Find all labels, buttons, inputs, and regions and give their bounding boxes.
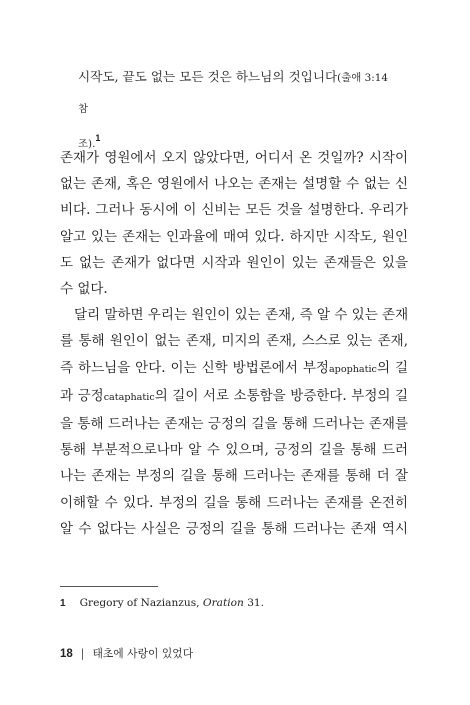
epigraph-reference-cont: 조).: [78, 138, 96, 150]
text-line: [60, 383, 408, 411]
footer-separator: |: [80, 647, 85, 660]
footnote-number: 1: [60, 598, 66, 609]
text-line: 을 통해 드러나는 존재는 긍정의 길을 통해 드러나는 존재를: [60, 416, 408, 433]
text-line: 알 수 없다는 사실은 긍정의 길을 통해 드러나는 존재 역시: [60, 520, 408, 537]
footnote-divider: [60, 586, 158, 587]
text-line: 달리 말하면 우리는 원인이 있는 존재, 즉 알 수 있는 존재: [74, 307, 409, 324]
paragraph-2: [60, 302, 408, 542]
latin-term: cataphatic: [103, 391, 155, 403]
footnote-marker: 1: [95, 133, 101, 143]
epigraph-text: 시작도, 끝도 없는 모든 것은 하느님의 것입니다: [78, 69, 338, 84]
text-line: 존재가 영원에서 오지 않았다면, 어디서 온 것일까? 시작이: [60, 150, 408, 166]
text-line: 알고 있는 존재는 인과율에 매여 있다. 하지만 시작도, 원인: [60, 228, 408, 245]
text-line: 도 없는 존재가 없다면 시작과 원인이 있는 존재들은 있을: [60, 254, 408, 271]
epigraph-line-1: [78, 62, 388, 124]
text-line: 없는 존재, 혹은 영원에서 나오는 존재는 설명할 수 없는 신: [60, 176, 408, 193]
footnote: [60, 597, 264, 609]
text-line: 통해 부분적으로나마 알 수 있으며, 긍정의 길을 통해 드러: [60, 442, 408, 459]
text-line: 비다. 그러나 동시에 이 신비는 모든 것을 설명한다. 우리가: [60, 202, 408, 219]
text-line: [60, 355, 408, 383]
text-segment: 즉 하느님을 안다. 이는 신학 방법론에서 부정: [60, 359, 329, 376]
text-line: 를 통해 원인이 없는 존재, 미지의 존재, 스스로 있는 존재,: [60, 333, 408, 350]
text-segment: 의 길이 서로 소통함을 방증한다. 부정의 길: [154, 387, 408, 404]
body-text: [60, 145, 408, 542]
footnote-author: Gregory of Nazianzus,: [79, 597, 200, 609]
running-title: 태초에 사랑이 있었다: [92, 647, 194, 660]
footnote-locator: 31.: [247, 597, 265, 609]
paragraph-1: [60, 145, 408, 302]
footnote-work-title: Oration: [202, 597, 244, 609]
latin-term: apophatic: [328, 363, 377, 375]
page-number: 18: [60, 648, 73, 660]
text-segment: 의 길: [376, 359, 409, 376]
text-line: 이해할 수 있다. 부정의 길을 통해 드러나는 존재를 온전히: [60, 494, 408, 511]
epigraph-reference: (출애 3:14 참: [78, 72, 388, 115]
page-footer: [60, 646, 193, 661]
text-line: 수 없다.: [60, 281, 108, 298]
text-line: 나는 존재는 부정의 길을 통해 드러나는 존재를 통해 더 잘: [60, 468, 408, 485]
text-segment: 과 긍정: [60, 387, 104, 404]
